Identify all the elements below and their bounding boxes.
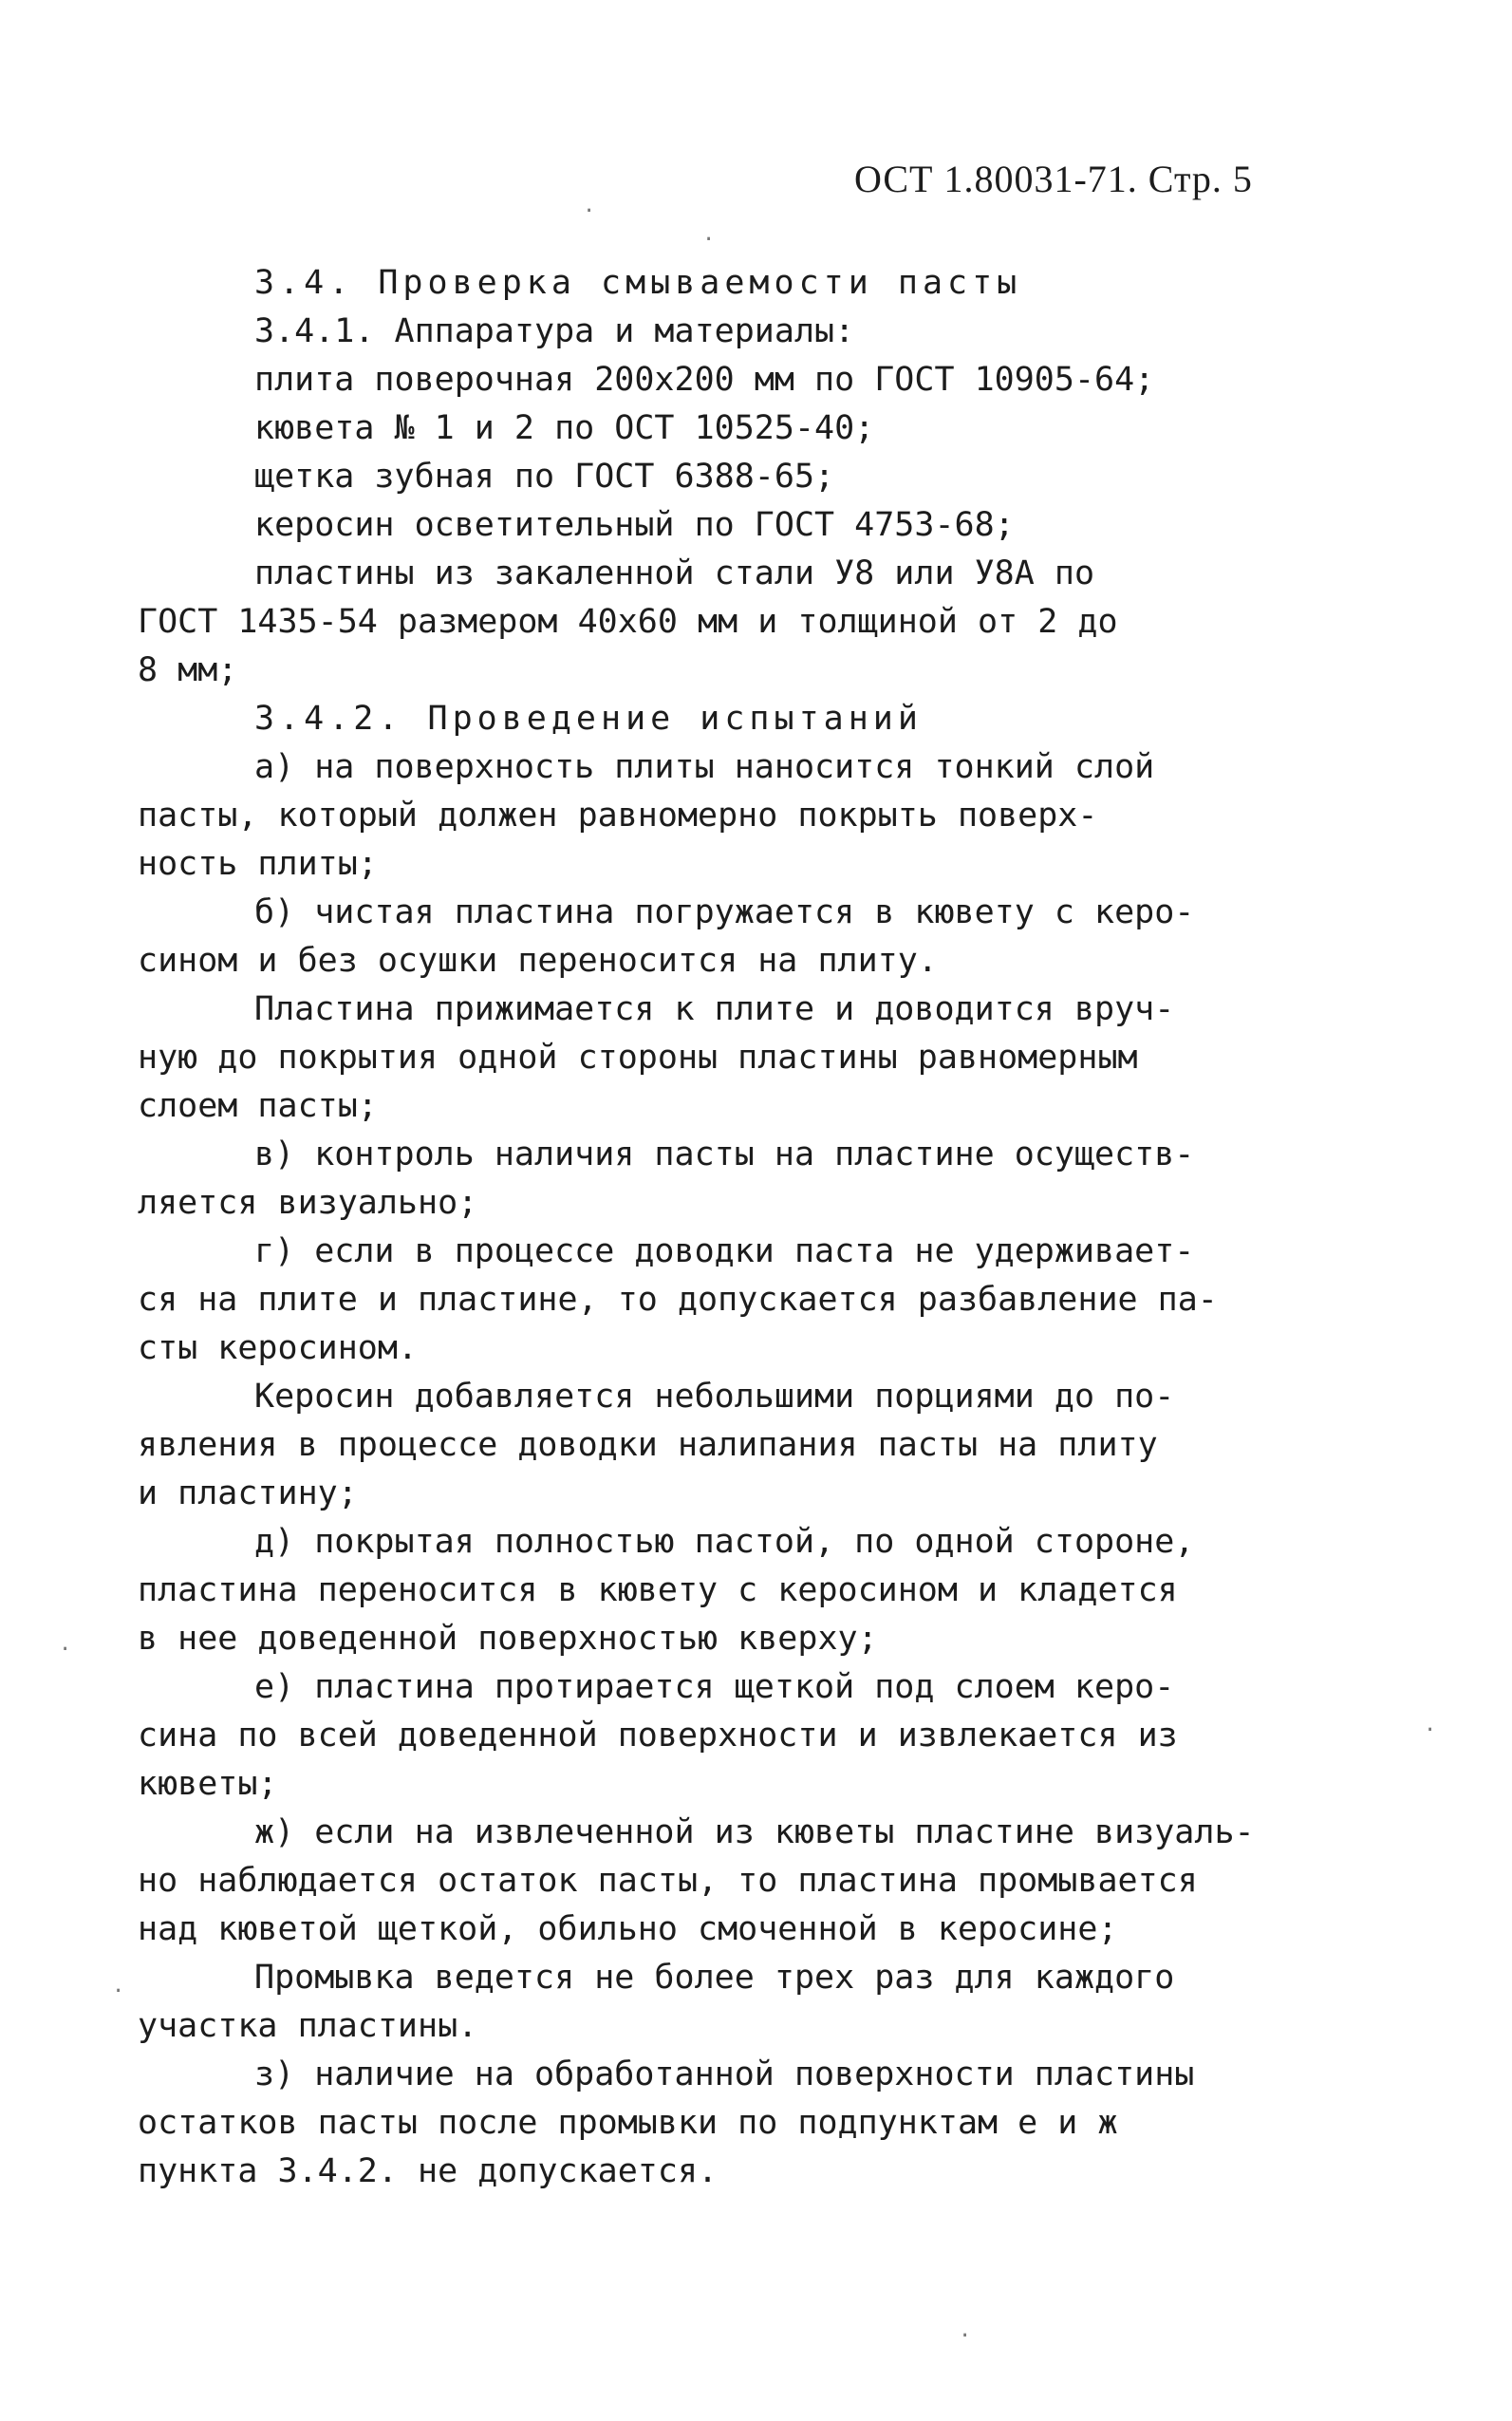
text-line: ность плиты; [138, 845, 378, 883]
text-line: пункта 3.4.2. не допускается. [138, 2152, 719, 2190]
text-line: слоем пасты; [138, 1087, 378, 1125]
text-line: а) на поверхность плиты наносится тонкий слой [254, 748, 1155, 786]
text-line: д) покрытая полностью пастой, по одной стороне, [254, 1523, 1195, 1561]
text-line: б) чистая пластина погружается в кювету с керо- [254, 893, 1195, 931]
text-line: ную до покрытия одной стороны пластины равномерным [138, 1039, 1138, 1077]
scan-speck: · [959, 2324, 972, 2348]
scan-speck: · [112, 1980, 125, 2003]
text-line: сты керосином. [138, 1329, 419, 1367]
text-line: ж) если на извлеченной из кюветы пластине визуаль- [254, 1813, 1255, 1851]
text-line: над кюветой щеткой, обильно смоченной в керосине; [138, 1910, 1118, 1948]
text-line: 8 мм; [138, 651, 238, 689]
text-line: Керосин добавляется небольшими порциями до по- [254, 1378, 1175, 1416]
document-body [138, 259, 1372, 2196]
text-line: Пластина прижимается к плите и доводится вруч- [254, 990, 1175, 1028]
text-line: е) пластина протирается щеткой под слоем керо- [254, 1668, 1175, 1706]
scan-speck: · [583, 199, 596, 223]
text-line: остатков пасты после промывки по подпунктам е и ж [138, 2104, 1118, 2142]
section-heading: 3.4. Проверка смываемости пасты [254, 264, 1022, 302]
text-line: пластина переносится в кювету с керосином и кладется [138, 1571, 1178, 1609]
text-line: з) наличие на обработанной поверхности пластины [254, 2055, 1195, 2093]
text-line: ляется визуально; [138, 1184, 478, 1222]
text-line: пасты, который должен равномерно покрыть поверх- [138, 797, 1098, 835]
text-line: участка пластины. [138, 2007, 478, 2045]
text-line: плита поверочная 200х200 мм по ГОСТ 10905-64; [254, 361, 1155, 399]
text-line: сина по всей доведенной поверхности и извлекается из [138, 1717, 1178, 1755]
text-line: г) если в процессе доводки паста не удерживает- [254, 1232, 1195, 1270]
subsection-heading: 3.4.1. Аппаратура и материалы: [254, 312, 855, 350]
text-line: керосин осветительный по ГОСТ 4753-68; [254, 506, 1015, 544]
text-line: ся на плите и пластине, то допускается разбавление па- [138, 1281, 1218, 1319]
scan-speck: · [702, 228, 716, 252]
text-line: и пластину; [138, 1474, 358, 1512]
scan-speck: · [59, 1638, 72, 1661]
text-line: кюветы; [138, 1765, 278, 1803]
text-line: но наблюдается остаток пасты, то пластина промывается [138, 1862, 1198, 1900]
text-line: ГОСТ 1435-54 размером 40х60 мм и толщиной от 2 до [138, 603, 1118, 641]
text-line: Промывка ведется не более трех раз для каждого [254, 1959, 1175, 1997]
text-line: кювета № 1 и 2 по ОСТ 10525-40; [254, 409, 875, 447]
text-line: явления в процессе доводки налипания пасты на плиту [138, 1426, 1158, 1464]
text-line: в) контроль наличия пасты на пластине осуществ- [254, 1135, 1195, 1173]
text-line: пластины из закаленной стали У8 или У8А по [254, 554, 1095, 592]
scan-speck: · [1424, 1718, 1437, 1742]
text-line: в нее доведенной поверхностью кверху; [138, 1620, 878, 1658]
text-line: сином и без осушки переносится на плиту. [138, 942, 938, 980]
text-line: щетка зубная по ГОСТ 6388-65; [254, 458, 835, 496]
page-header: ОСТ 1.80031-71. Стр. 5 [854, 158, 1253, 200]
subsection-heading: 3.4.2. Проведение испытаний [254, 700, 923, 738]
